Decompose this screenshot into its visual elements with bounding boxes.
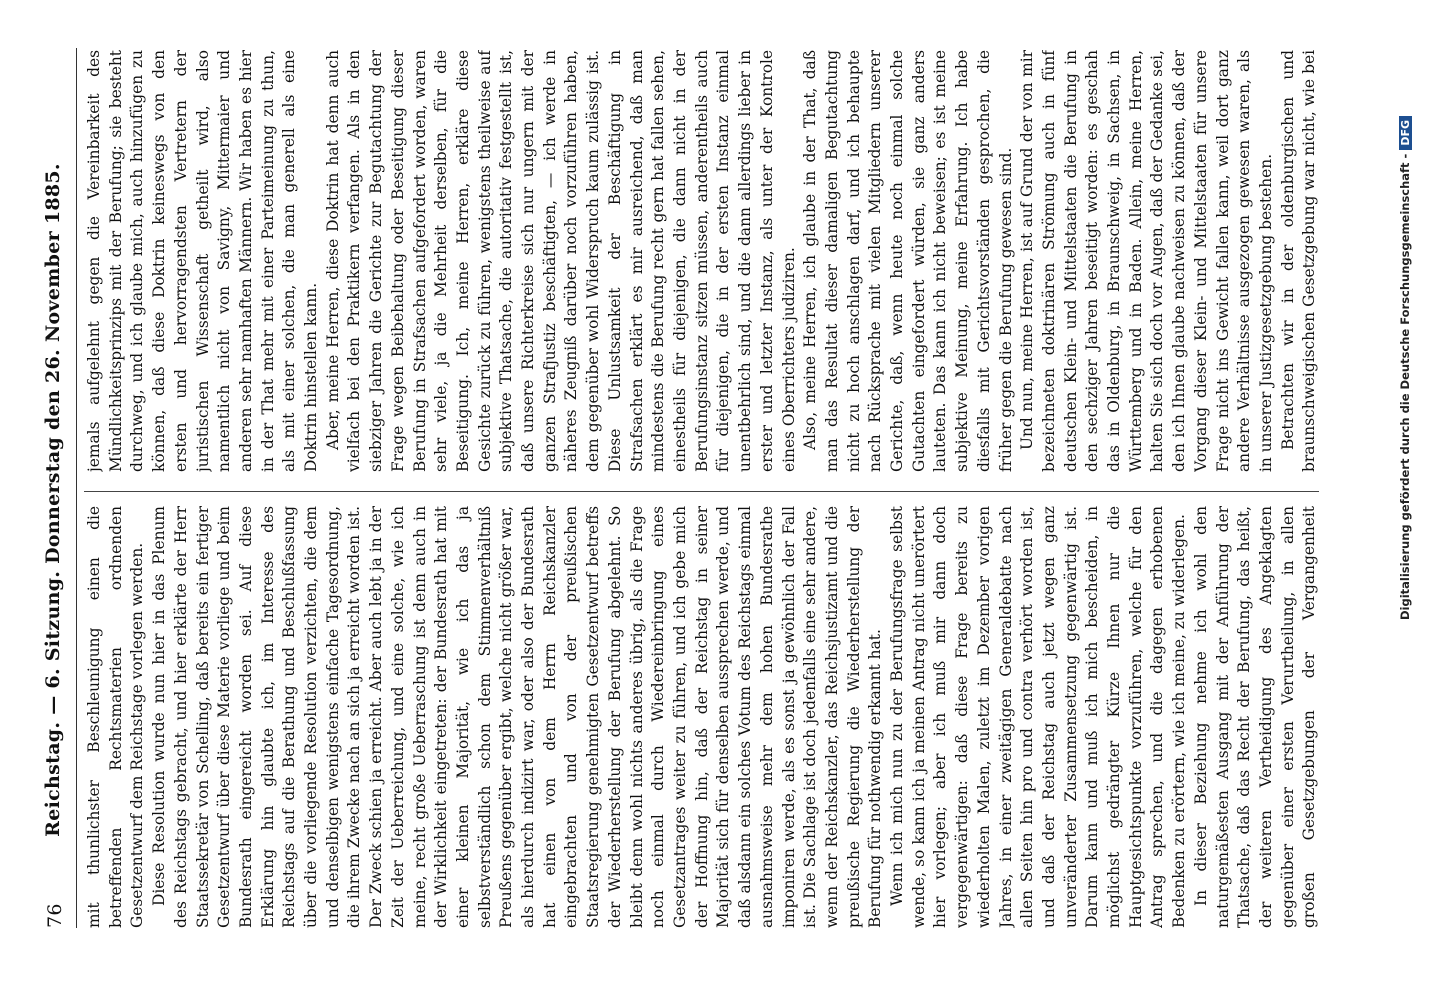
- text-column-right: [84, 50, 1319, 472]
- stamp-label: Digitalisierung gefördert durch die Deutsche Forschungsgemeinschaft -: [1398, 153, 1412, 620]
- text-column-left: [84, 506, 1319, 928]
- paragraph: In dieser Beziehung nehme ich wohl den naturgemäßesten Ausgang mit der Anführung der Thatsache, daß das Recht der Berufung, das heißt, der weiteren Vertheidigung des Angeklagten gegenüber einer ersten Verurtheilung, in allen großen Gesetzgebungen der Vergangenheit: [1191, 506, 1319, 928]
- paragraph: Wenn ich mich nun zu der Berufungsfrage selbst wende, so kann ich ja meinen Antrag nicht unerörtert hier vorlegen; aber ich muß mir dann doch vergegenwärtigen: daß diese Frage bereits zu wiederholten Malen, zuletzt im Dezember vorigen Jahres, in einer zweitägigen Generaldebatte nach allen Seiten hin pro und contra verhört worden ist, und daß der Reichstag auch jetzt wegen ganz unveränderter Zusammensetzung gegenwärtig ist. Darum kann und muß ich mich bescheiden, in möglichst gedrängter Kürze Ihnen nur die Hauptgesichtspunkte vorzuführen, welche für den Antrag sprechen, und die dagegen erhobenen Bedenken zu erörtern, wie ich meine, zu widerlegen.: [888, 506, 1189, 928]
- paragraph: Aber, meine Herren, diese Doktrin hat denn auch vielfach bei den Praktikern verfangen. Als in den siebziger Jahren die Gerichte zur Begutachtung der Frage wegen Beibehaltung oder Beseitigung dieser Berufung in Strafsachen aufgefordert worden, waren sehr viele, ja die Mehrheit derselben, für die Beseitigung. Ich, meine Herren, erkläre diese Gesichte zurück zu führen, wenigstens theilweise auf subjektive Thatsache, die autoritativ festgestellt ist, daß unsere Richterkreise sich nur ungern mit der ganzen Strafjustiz beschäftigten, — ich werde in näheres Zeugniß darüber noch vorzuführen haben, dem gegenüber wohl Widerspruch kaum zulässig ist. Diese Unlustsamkeit der Beschäftigung in Strafsachen erklärt es mir ausreichend, daß man mindestens die Berufung recht gern hat fallen sehen, einestheils für diejenigen, die dann nicht in der Berufungsinstanz sitzen müssen, anderentheils auch für diejenigen, die in der ersten Instanz einmal unentbehrlich sind, und die dann allerdings lieber in erster und letzter Instanz, als unter der Kontrole eines Oberrichters judiziren.: [323, 50, 798, 472]
- paragraph: mit thunlichster Beschleunigung einen die betreffenden Rechtsmaterien ordnenden Gesetzentwurf dem Reichstage vorlegen werden.: [85, 506, 147, 928]
- header-rule: [76, 48, 77, 928]
- page-title: Reichstag. — 6. Sitzung. Donnerstag den 26. November 1885.: [42, 163, 64, 837]
- stamp-text: [1398, 20, 1416, 620]
- paragraph: Diese Resolution wurde nun hier in das Plenum des Reichstags gebracht, und hier erklärte der Herr Staatssekretär von Schelling, daß bereits ein fertiger Gesetzentwurf über diese Materie vorliege und beim Bundesrath eingereicht worden sei. Auf diese Erklärung hin glaubte ich, im Interesse des Reichstags auf die Berathung und Beschlußfassung über die vorliegende Resolution verzichten, die dem und denselbigen wenigstens einfache Tagesordnung, die ihrem Zwecke nach an sich ja erreicht worden ist. Der Zweck schien ja erreicht. Aber auch lebt ja in der Zeit der Ueberreichung, und eine solche, wie ich meine, recht große Ueberraschung ist denn auch in der Wirklichkeit eingetreten: der Bundesrath hat mit einer kleinen Majorität, wie ich das ja selbstverständlich schon dem Stimmenverhältniß Preußens gegenüber ergibt, welche nicht größer war, als hierdurch indizirt war, oder also der Bundesrath hat einen von dem Herrn Reichskanzler eingebrachten und von der preußischen Staatsregierung genehmigten Gesetzentwurf betreffs der Wiederherstellung der Berufung abgelehnt. So bleibt denn wohl nichts anderes übrig, als die Frage noch einmal durch Wiedereinbringung eines Gesetzantrages weiter zu führen, und ich gebe mich der Hoffnung hin, daß der Reichstag in seiner Majorität sich für denselben aussprechen werde, und daß alsdann ein solches Votum des Reichstags einmal ausnahmsweise mehr dem hohen Bundesrathe imponiren werde, als es sonst ja gewöhnlich der Fall ist. Die Sachlage ist doch jedenfalls eine sehr andere, wenn der Reichskanzler, das Reichsjustizamt und die preußische Regierung die Wiederherstellung der Berufung für nothwendig erkannt hat.: [150, 506, 885, 928]
- digitization-stamp: [1392, 0, 1426, 1000]
- paragraph: Also, meine Herren, ich glaube in der That, daß man das Resultat dieser damaligen Begutachtung nicht zu hoch anschlagen darf, und ich behaupte nach Rücksprache mit vielen Mitgliedern unserer Gerichte, daß, wenn heute noch einmal solche Gutachten eingefordert würden, sie ganz anders lauteten. Das kann ich nicht beweisen; es ist meine subjektive Meinung, meine Erfahrung. Ich habe diesfalls mit Gerichtsvorständen gesprochen, die früher gegen die Berufung gewesen sind.: [801, 50, 1015, 472]
- dfg-logo: DFG: [1399, 116, 1412, 150]
- page-number: 76: [44, 903, 66, 928]
- running-head: [42, 0, 72, 1000]
- paragraph: Betrachten wir in der oldenburgischen und braunschweigischen Gesetzgebung war nicht, wie bei: [1278, 50, 1319, 472]
- column-divider: [84, 491, 1319, 492]
- paragraph: jemals aufgelehnt gegen die Vereinbarkeit des Mündlichkeitsprinzips mit der Berufung; sie besteht durchweg, und ich glaube mich, auch hinzufügen zu können, daß diese Doktrin keineswegs von den ersten und hervorragendsten Vertretern der juristischen Wissenschaft getheilt wird, also namentlich nicht von Savigny, Mittermaier und anderen sehr namhaften Männern. Wir haben es hier in der That mehr mit einer Parteimeinung zu thun, als mit einer solchen, die man generell als eine Doktrin hinstellen kann.: [85, 50, 321, 472]
- paragraph: Und nun, meine Herren, ist auf Grund der von mir bezeichneten doktrinären Strömung auch in fünf deutschen Klein- und Mittelstaaten die Berufung in den sechziger Jahren beseitigt worden: es geschah das in Oldenburg, in Braunschweig, in Sachsen, in Württemberg und in Baden. Allein, meine Herren, halten Sie sich doch vor Augen, daß der Gedanke sei, den ich Ihnen glaube nachweisen zu können, daß der Vorgang dieser Klein- und Mittelstaaten für unsere Frage nicht ins Gewicht fallen kann, weil dort ganz andere Verhältnisse ausgezogen gewesen waren, als in unserer Justizgesetzgebung bestehen.: [1018, 50, 1275, 472]
